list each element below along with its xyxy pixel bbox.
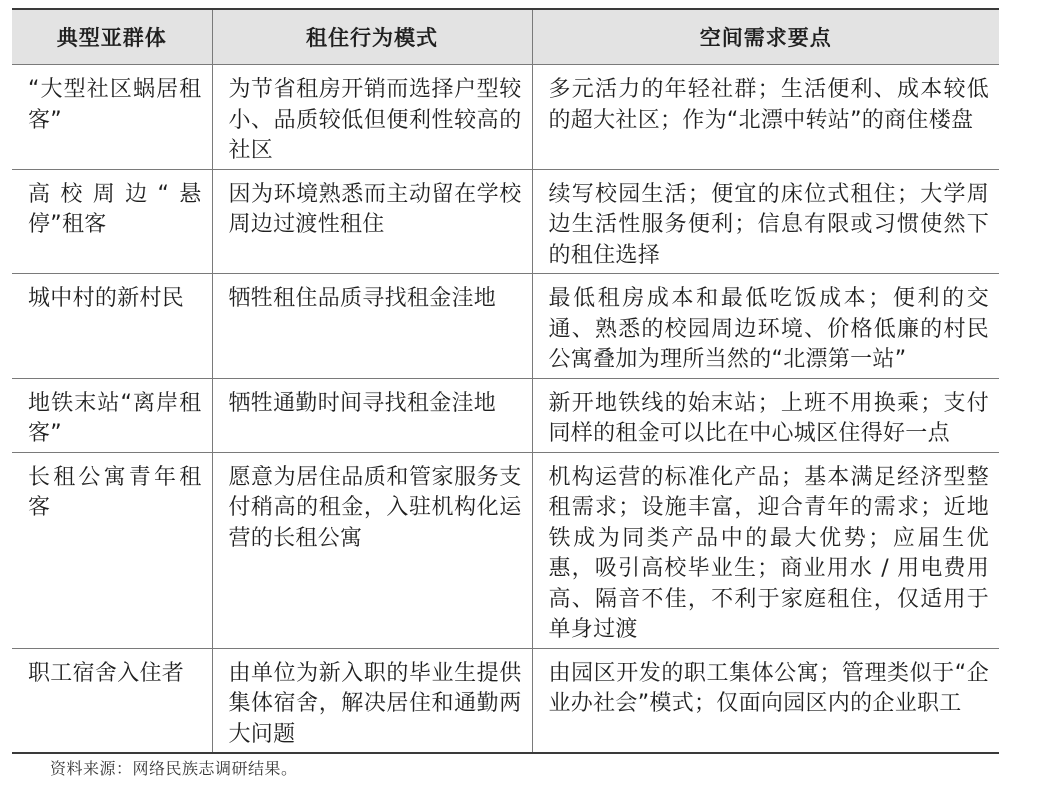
cell-group: 城中村的新村民 (12, 274, 212, 379)
cell-needs: 新开地铁线的始末站；上班不用换乘；支付同样的租金可以比在中心城区住得好一点 (532, 378, 999, 452)
cell-needs: 机构运营的标准化产品；基本满足经济型整租需求；设施丰富，迎合青年的需求；近地铁成为同类产品中的最大优势；应届生优惠，吸引高校毕业生；商业用水 / 用电费用高、隔音不佳，不利于家庭租住，仅适用于单身过渡 (532, 452, 999, 648)
cell-needs: 由园区开发的职工集体公寓；管理类似于“企业办社会”模式；仅面向园区内的企业职工 (532, 648, 999, 753)
cell-behavior: 为节省租房开销而选择户型较小、品质较低但便利性较高的社区 (212, 65, 532, 170)
rental-subgroups-table (12, 8, 999, 754)
cell-behavior: 愿意为居住品质和管家服务支付稍高的租金，入驻机构化运营的长租公寓 (212, 452, 532, 648)
cell-needs: 最低租房成本和最低吃饭成本；便利的交通、熟悉的校园周边环境、价格低廉的村民公寓叠加为理所当然的“北漂第一站” (532, 274, 999, 379)
header-group: 典型亚群体 (12, 9, 212, 65)
cell-behavior: 因为环境熟悉而主动留在学校周边过渡性租住 (212, 169, 532, 274)
cell-needs: 续写校园生活；便宜的床位式租住；大学周边生活性服务便利；信息有限或习惯使然下的租住选择 (532, 169, 999, 274)
source-note: 资料来源：网络民族志调研结果。 (50, 759, 298, 778)
cell-group: 地铁末站“离岸租客” (12, 378, 212, 452)
cell-group: 职工宿舍入住者 (28, 660, 185, 686)
header-row (12, 9, 999, 65)
cell-group: “大型社区蜗居租客” (12, 65, 212, 170)
table-row (12, 169, 999, 274)
table-row (12, 65, 999, 170)
cell-group: 长租公寓青年租客 (12, 452, 212, 648)
cell-behavior: 牺牲通勤时间寻找租金洼地 (212, 378, 532, 452)
cell-group: 高校周边“悬停”租客 (12, 169, 212, 274)
header-needs: 空间需求要点 (532, 9, 999, 65)
cell-behavior: 牺牲租住品质寻找租金洼地 (212, 274, 532, 379)
table-row (12, 378, 999, 452)
table-row (12, 648, 999, 753)
cell-behavior: 由单位为新入职的毕业生提供集体宿舍，解决居住和通勤两大问题 (212, 648, 532, 753)
header-behavior: 租住行为模式 (212, 9, 532, 65)
table-row (12, 452, 999, 648)
cell-needs: 多元活力的年轻社群；生活便利、成本较低的超大社区；作为“北漂中转站”的商住楼盘 (532, 65, 999, 170)
table-header (12, 9, 999, 65)
table-body (12, 65, 999, 754)
table-row (12, 274, 999, 379)
